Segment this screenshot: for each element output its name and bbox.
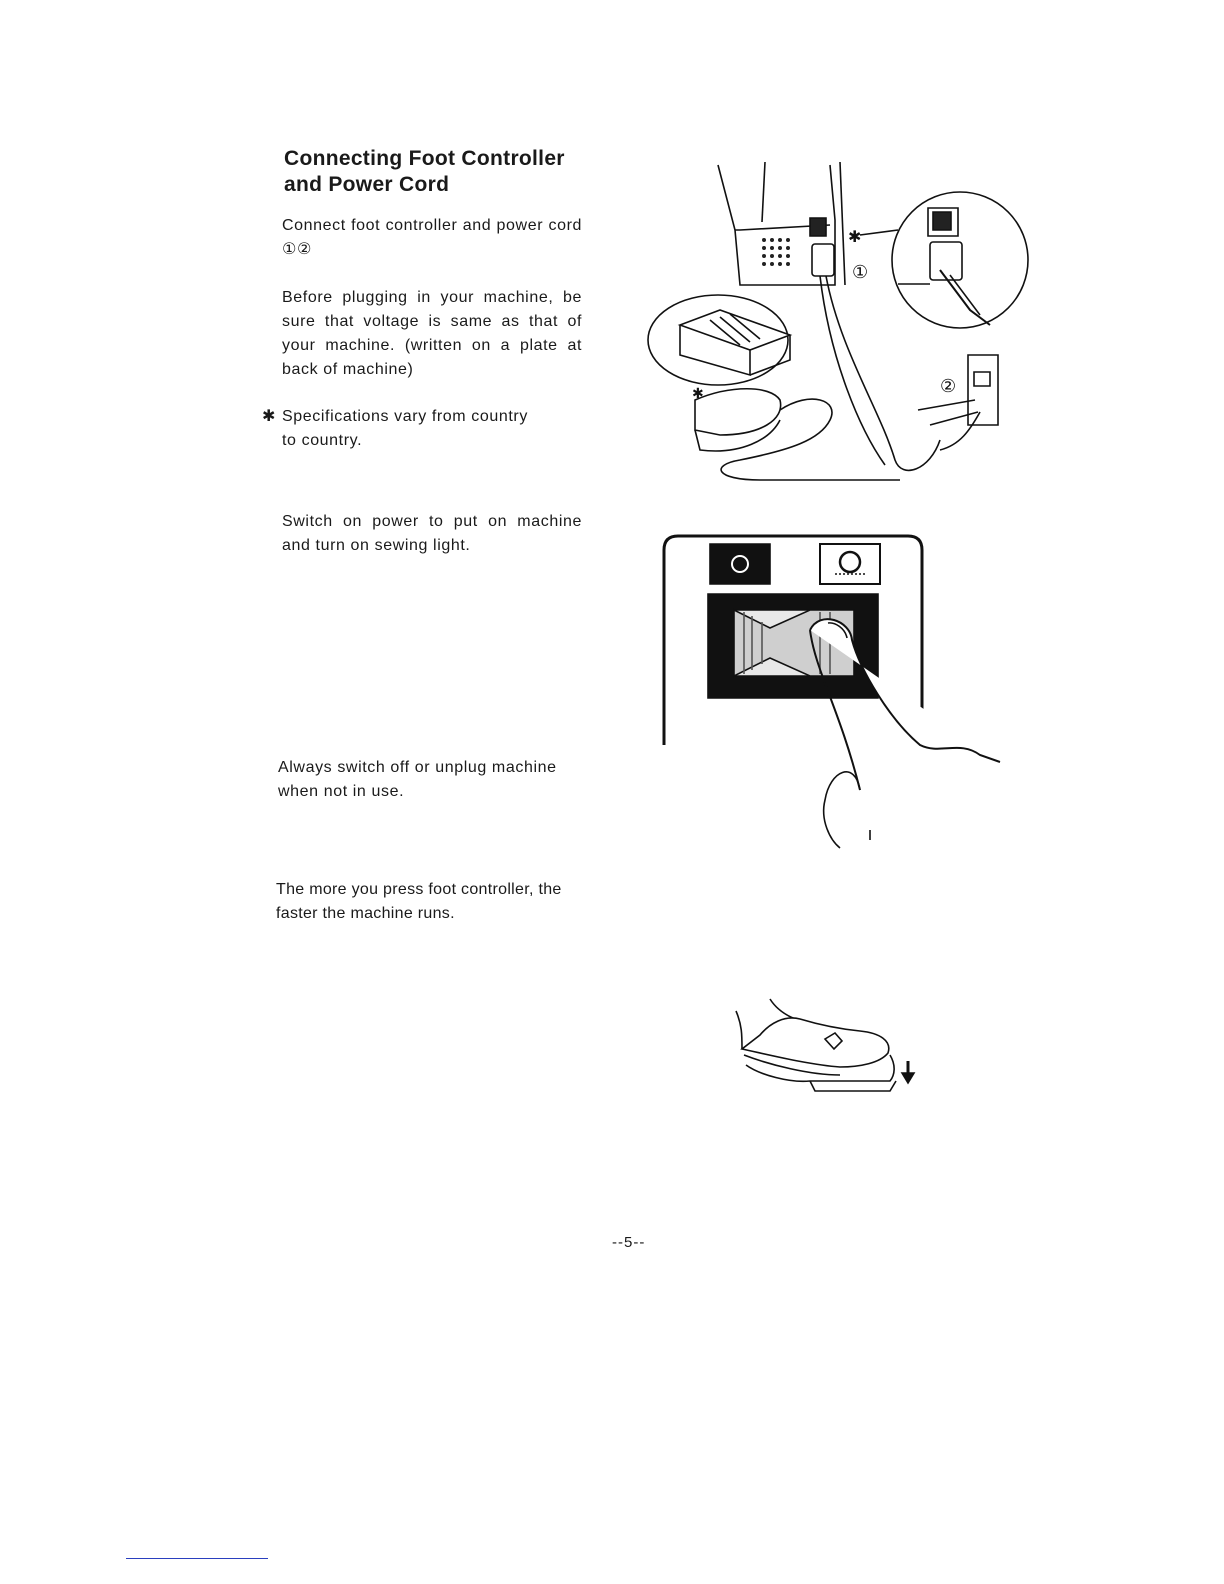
shoe-icon [742, 1018, 889, 1067]
voltage-instruction: Before plugging in your machine, be sure that voltage is same as that of your machine. (written on a plate at back of machine) [282, 289, 582, 378]
section-title-line-1: Connecting Foot Controller [284, 147, 565, 170]
page-number: --5-- [612, 1234, 646, 1251]
note-line-2: to country. [282, 432, 363, 449]
power-cord-illustration [640, 150, 1040, 490]
foot-controller-instruction: The more you press foot controller, the faster the machine runs. [276, 881, 562, 922]
footer-rule [126, 1558, 268, 1559]
switch-off-instruction: Always switch off or unplug machine when not in use. [278, 759, 557, 800]
specifications-note [262, 405, 592, 453]
power-symbol-icon [710, 544, 770, 584]
asterisk-marker-2: ✱ [692, 386, 704, 402]
asterisk-marker: ✱ [848, 227, 862, 246]
label-2: ② [940, 376, 957, 397]
vent-holes-icon [762, 238, 790, 266]
section-title [284, 146, 565, 198]
light-symbol-icon [820, 544, 880, 584]
note-line-1: Specifications vary from country [282, 408, 528, 425]
switch-on-instruction: Switch on power to put on machine and turn on sewing light. [282, 513, 582, 554]
machine-switch-icon [810, 218, 826, 236]
connect-instruction: Connect foot controller and power cord ①② [282, 217, 582, 258]
down-arrow-icon [902, 1073, 914, 1083]
note-asterisk: ✱ [262, 408, 277, 425]
section-title-line-2: and Power Cord [284, 173, 450, 196]
power-switch-illustration [660, 530, 1010, 850]
label-1: ① [852, 262, 869, 283]
foot-controller-illustration [730, 995, 930, 1105]
